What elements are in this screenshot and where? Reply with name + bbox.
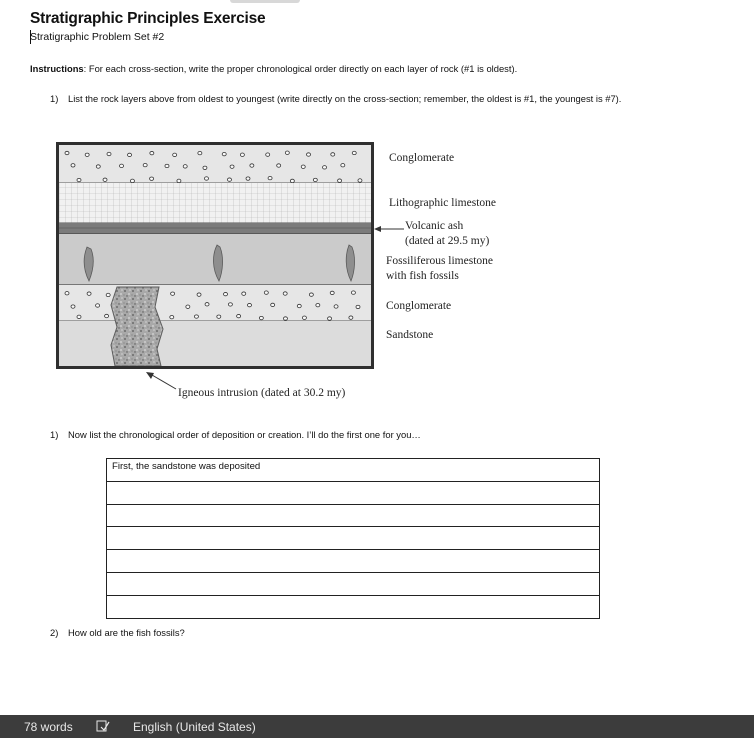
answer-table xyxy=(106,458,600,619)
table-row xyxy=(107,504,600,527)
window-top-handle xyxy=(230,0,300,3)
label-volcanic-ash: Volcanic ash xyxy=(405,220,464,232)
document-subtitle: Stratigraphic Problem Set #2 xyxy=(30,31,165,43)
answer-cell[interactable] xyxy=(107,504,600,527)
label-conglomerate-lower: Conglomerate xyxy=(386,300,452,312)
answer-cell[interactable] xyxy=(107,572,600,595)
label-lithographic-limestone: Lithographic limestone xyxy=(389,197,496,209)
table-row xyxy=(107,572,600,595)
label-igneous-intrusion: Igneous intrusion (dated at 30.2 my) xyxy=(178,387,346,399)
answer-cell[interactable] xyxy=(107,527,600,550)
instructions-paragraph xyxy=(30,63,517,74)
question-number: 1) xyxy=(50,93,59,104)
cross-section-figure xyxy=(56,142,374,369)
word-count[interactable]: 78 words xyxy=(24,720,73,734)
answer-cell[interactable] xyxy=(107,550,600,573)
question-text: List the rock layers above from oldest to youngest (write directly on the cross-section; remember, the oldest is #1, the youngest is #7). xyxy=(68,93,622,104)
table-row xyxy=(107,527,600,550)
table-row xyxy=(107,550,600,573)
proofing-check-icon[interactable] xyxy=(96,719,110,733)
layer-sandstone xyxy=(59,321,371,366)
table-row xyxy=(107,459,600,482)
instructions-text: : For each cross-section, write the proper chronological order directly on each layer of rock (#1 is oldest). xyxy=(83,63,518,74)
language-indicator[interactable]: English (United States) xyxy=(133,720,256,734)
table-row xyxy=(107,481,600,504)
answer-cell[interactable]: First, the sandstone was deposited xyxy=(107,459,600,482)
cross-section-drawing xyxy=(59,145,371,366)
answer-cell[interactable] xyxy=(107,481,600,504)
igneous-intrusion-arrow xyxy=(144,370,180,394)
document-title: Stratigraphic Principles Exercise xyxy=(30,10,266,27)
label-conglomerate-top: Conglomerate xyxy=(389,152,455,164)
label-sandstone: Sandstone xyxy=(386,329,434,341)
table-row xyxy=(107,595,600,618)
layer-conglomerate-top xyxy=(59,145,371,183)
status-bar xyxy=(0,715,754,738)
answer-cell[interactable] xyxy=(107,595,600,618)
label-fish-fossils: with fish fossils xyxy=(386,270,459,282)
instructions-label: Instructions xyxy=(30,63,84,74)
question-text: How old are the fish fossils? xyxy=(68,627,185,638)
igneous-intrusion xyxy=(111,287,163,366)
question-number: 2) xyxy=(50,627,59,638)
question-number: 1) xyxy=(50,429,59,440)
layer-lithographic-limestone xyxy=(59,183,371,223)
volcanic-ash-arrow xyxy=(372,222,406,236)
label-volcanic-ash-date: (dated at 29.5 my) xyxy=(405,235,490,247)
question-text: Now list the chronological order of deposition or creation. I’ll do the first one for you… xyxy=(68,429,421,440)
layer-volcanic-ash xyxy=(59,223,371,234)
label-fossiliferous-limestone: Fossiliferous limestone xyxy=(386,255,494,267)
